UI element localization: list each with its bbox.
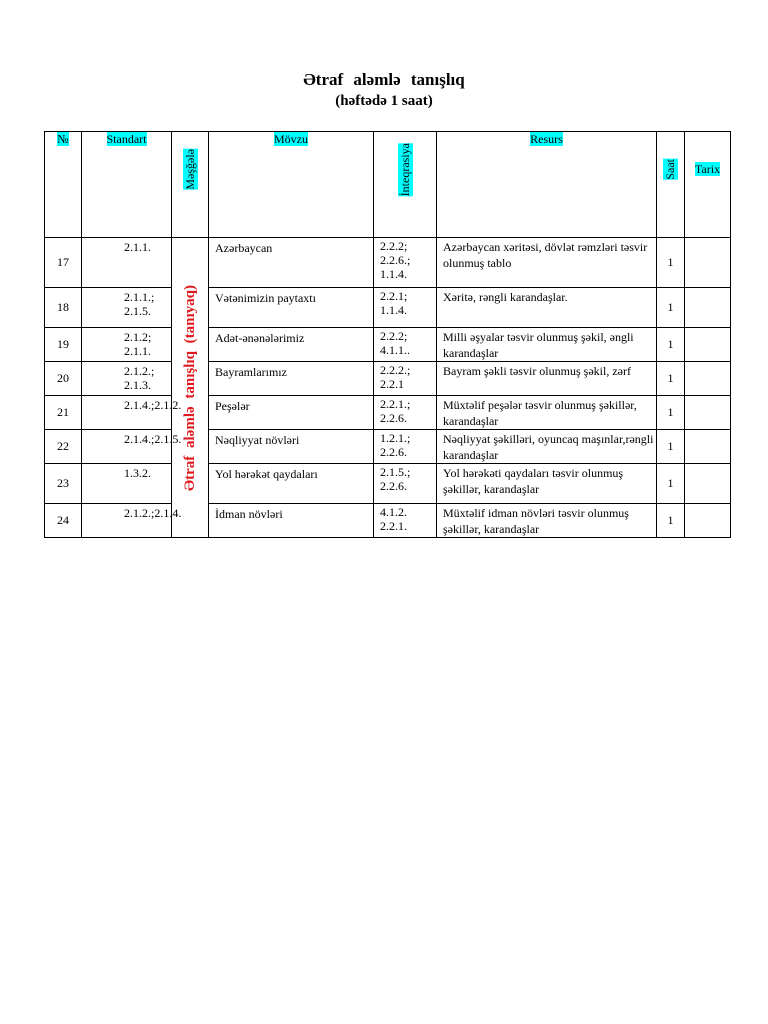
row-resource: Xəritə, rəngli karandaşlar. (437, 288, 657, 328)
table-row (45, 464, 731, 504)
table-header-row (45, 132, 731, 238)
table-row (45, 288, 731, 328)
header-num: № (45, 132, 82, 238)
row-standard: 2.1.2.;2.1.4. (82, 504, 172, 538)
row-number: 22 (45, 430, 82, 464)
header-issue: Məşğələ (172, 132, 209, 238)
header-resource: Resurs (437, 132, 657, 238)
row-integration: 2.2.2.; 2.2.1 (374, 362, 437, 396)
row-hours: 1 (657, 362, 685, 396)
row-date (685, 288, 731, 328)
lesson-plan-table (44, 131, 731, 538)
row-hours: 1 (657, 504, 685, 538)
row-hours: 1 (657, 396, 685, 430)
row-hours: 1 (657, 288, 685, 328)
table-row (45, 328, 731, 362)
row-integration: 2.2.1.; 2.2.6. (374, 396, 437, 430)
table-row (45, 504, 731, 538)
row-resource: Yol hərəkəti qaydaları təsvir olunmuş şəkillər, karandaşlar (437, 464, 657, 504)
row-topic: İdman növləri (209, 504, 374, 538)
row-hours: 1 (657, 464, 685, 504)
row-number: 20 (45, 362, 82, 396)
header-date: Tarix (685, 132, 731, 238)
row-resource: Azərbaycan xəritəsi, dövlət rəmzləri təsvir olunmuş tablo (437, 238, 657, 288)
row-integration: 2.1.5.; 2.2.6. (374, 464, 437, 504)
table-row (45, 238, 731, 288)
row-number: 18 (45, 288, 82, 328)
table-row (45, 396, 731, 430)
document-title: Ətraf aləmlə tanışlıq (303, 70, 465, 89)
row-date (685, 328, 731, 362)
row-hours: 1 (657, 430, 685, 464)
row-standard: 2.1.1.; 2.1.5. (82, 288, 172, 328)
row-standard: 2.1.2; 2.1.1. (82, 328, 172, 362)
header-hours: Saat (657, 132, 685, 238)
row-number: 24 (45, 504, 82, 538)
row-standard: 2.1.4.;2.1.5. (82, 430, 172, 464)
table-row (45, 362, 731, 396)
row-resource: Nəqliyyat şəkilləri, oyuncaq maşınlar,rəngli karandaşlar (437, 430, 657, 464)
issue-theme-cell (172, 238, 209, 538)
row-integration: 2.2.2; 4.1.1.. (374, 328, 437, 362)
row-topic: Yol hərəkət qaydaları (209, 464, 374, 504)
row-integration: 1.2.1.; 2.2.6. (374, 430, 437, 464)
row-resource: Müxtəlif idman növləri təsvir olunmuş şəkillər, karandaşlar (437, 504, 657, 538)
row-resource: Müxtəlif peşələr təsvir olunmuş şəkillər, karandaşlar (437, 396, 657, 430)
row-number: 23 (45, 464, 82, 504)
row-hours: 1 (657, 238, 685, 288)
row-integration: 2.2.1; 1.1.4. (374, 288, 437, 328)
row-date (685, 396, 731, 430)
row-topic: Bayramlarımız (209, 362, 374, 396)
issue-theme-label: Ətraf aləmlə tanışlıq (tanıyaq) (181, 284, 198, 491)
row-topic: Azərbaycan (209, 238, 374, 288)
row-standard: 2.1.2.; 2.1.3. (82, 362, 172, 396)
row-standard: 1.3.2. (82, 464, 172, 504)
row-number: 17 (45, 238, 82, 288)
header-standard: Standart (82, 132, 172, 238)
table-row (45, 430, 731, 464)
row-date (685, 362, 731, 396)
row-integration: 2.2.2; 2.2.6.; 1.1.4. (374, 238, 437, 288)
row-number: 21 (45, 396, 82, 430)
row-date (685, 238, 731, 288)
row-date (685, 430, 731, 464)
row-date (685, 504, 731, 538)
row-topic: Peşələr (209, 396, 374, 430)
row-topic: Nəqliyyat növləri (209, 430, 374, 464)
row-number: 19 (45, 328, 82, 362)
row-integration: 4.1.2. 2.2.1. (374, 504, 437, 538)
row-topic: Vətənimizin paytaxtı (209, 288, 374, 328)
row-topic: Adət-ənənələrimiz (209, 328, 374, 362)
header-integration: İnteqrasiya (374, 132, 437, 238)
document-subtitle: (həftədə 1 saat) (335, 93, 433, 109)
row-date (685, 464, 731, 504)
row-standard: 2.1.4.;2.1.2. (82, 396, 172, 430)
row-standard: 2.1.1. (82, 238, 172, 288)
row-hours: 1 (657, 328, 685, 362)
row-resource: Milli əşyalar təsvir olunmuş şəkil, əngli karandaşlar (437, 328, 657, 362)
row-resource: Bayram şəkli təsvir olunmuş şəkil, zərf (437, 362, 657, 396)
header-topic: Mövzu (209, 132, 374, 238)
